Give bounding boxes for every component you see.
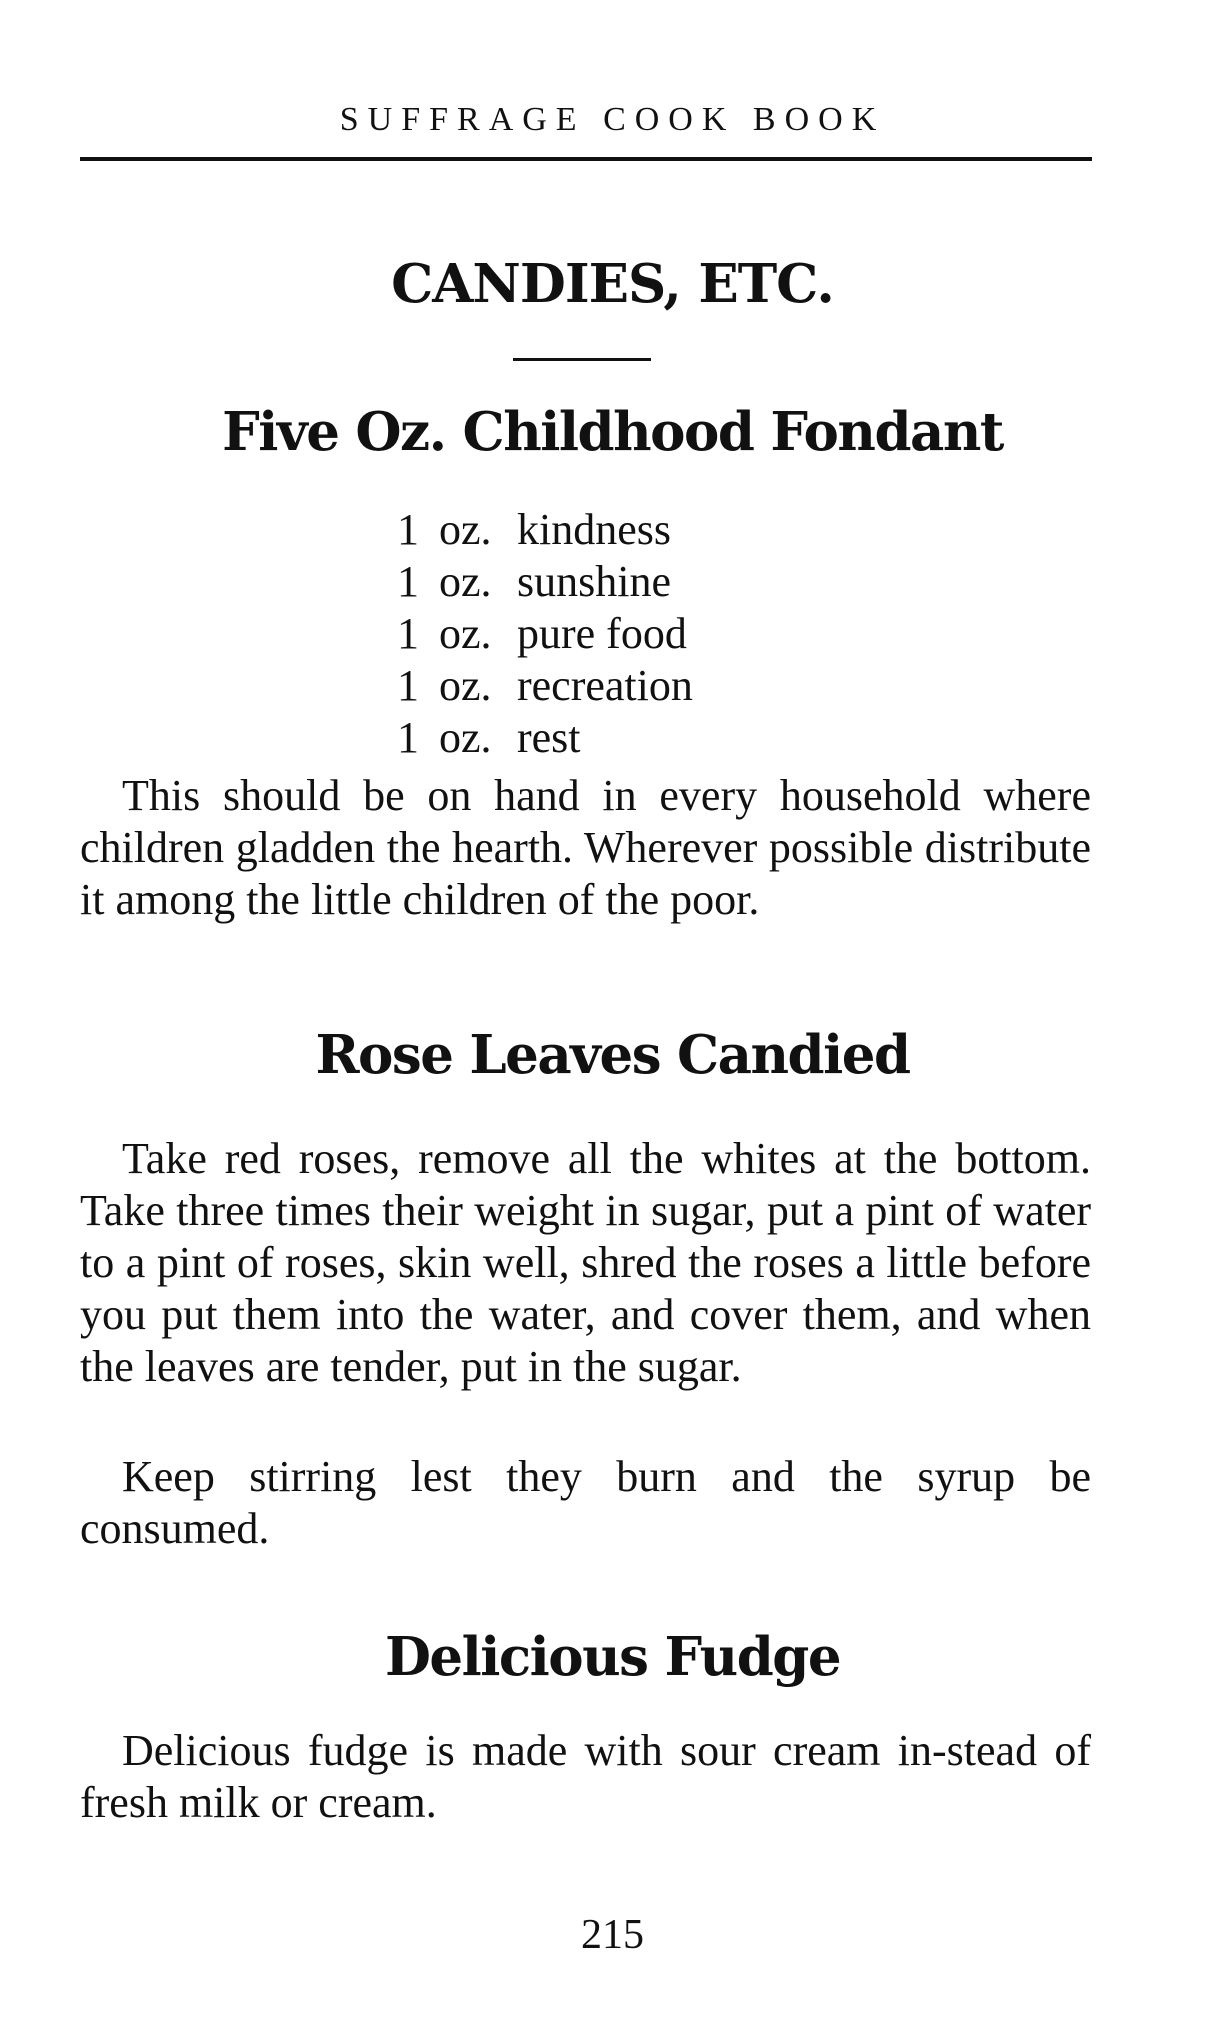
ingredient-qty: 1 xyxy=(397,557,419,606)
recipe-paragraph: Keep stirring lest they burn and the syrup be consumed. xyxy=(80,1452,1091,1553)
recipe-title-childhood-fondant: Five Oz. Childhood Fondant xyxy=(222,401,1003,463)
ingredient-qty: 1 xyxy=(397,505,419,554)
recipe-title-rose-leaves: Rose Leaves Candied xyxy=(315,1024,910,1086)
ingredient-item xyxy=(397,712,693,764)
running-head: SUFFRAGE COOK BOOK xyxy=(339,101,886,138)
ingredient-name: recreation xyxy=(517,661,693,710)
ingredient-qty: 1 xyxy=(397,609,419,658)
ingredient-unit: oz. xyxy=(439,609,492,658)
recipe-paragraph: Delicious fudge is made with sour cream in-stead of fresh milk or cream. xyxy=(80,1726,1091,1827)
ingredient-item xyxy=(397,660,693,712)
ingredient-name: kindness xyxy=(517,505,671,554)
section-title: CANDIES, ETC. xyxy=(391,253,834,315)
ingredient-name: rest xyxy=(517,713,581,762)
ingredient-unit: oz. xyxy=(439,713,492,762)
ingredient-name: sunshine xyxy=(517,557,671,606)
ingredient-item xyxy=(397,556,693,608)
recipe-paragraph: This should be on hand in every household where children gladden the hearth. Wherever possible distribute it among the little children of the poor. xyxy=(80,771,1091,924)
ingredient-unit: oz. xyxy=(439,661,492,710)
section-divider xyxy=(513,358,651,361)
ingredient-name: pure food xyxy=(517,609,687,658)
recipe-paragraph: Take red roses, remove all the whites at the bottom. Take three times their weight in sugar, put a pint of water to a pint of roses, skin well, shred the roses a little before you put them into the water, and cover them, and when the leaves are tender, put in the sugar. xyxy=(80,1134,1091,1391)
ingredient-unit: oz. xyxy=(439,557,492,606)
ingredient-qty: 1 xyxy=(397,713,419,762)
ingredient-item xyxy=(397,504,693,556)
ingredient-list xyxy=(397,504,693,764)
recipe-title-delicious-fudge: Delicious Fudge xyxy=(384,1626,841,1688)
ingredient-qty: 1 xyxy=(397,661,419,710)
page-number: 215 xyxy=(581,1912,644,1958)
ingredient-item xyxy=(397,608,693,660)
ingredient-unit: oz. xyxy=(439,505,492,554)
header-rule xyxy=(80,157,1092,161)
